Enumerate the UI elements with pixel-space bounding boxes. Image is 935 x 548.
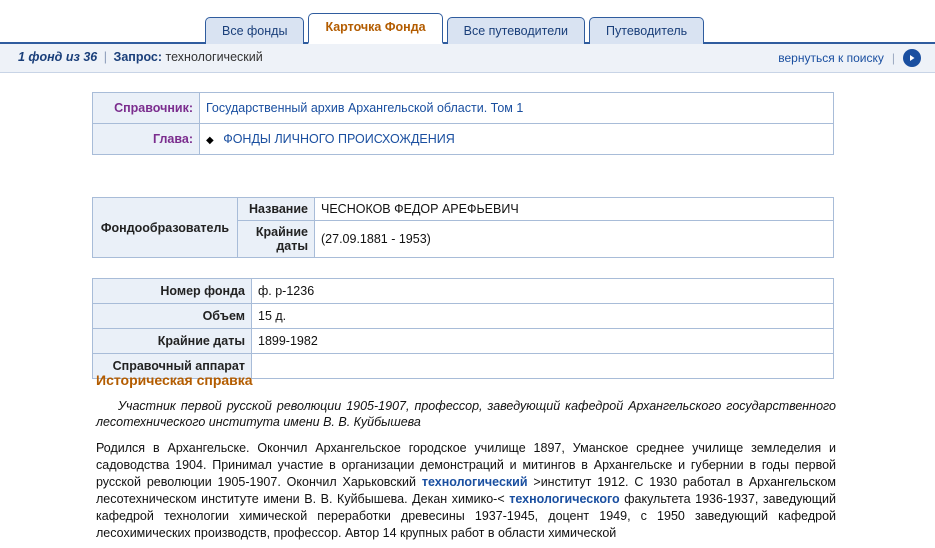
search-summary — [18, 50, 263, 64]
fund-volume-label: Объем — [93, 304, 252, 329]
tab-guide[interactable]: Путеводитель — [589, 17, 704, 44]
result-count: 1 фонд из 36 — [18, 50, 98, 64]
creator-dates-label: Крайние даты — [238, 221, 315, 258]
table-row — [93, 304, 834, 329]
tab-list — [205, 13, 708, 44]
creator-dates-value: (27.09.1881 - 1953) — [315, 221, 834, 258]
fund-dates-value: 1899-1982 — [252, 329, 834, 354]
reference-table — [92, 92, 834, 155]
tab-all-funds[interactable]: Все фонды — [205, 17, 304, 44]
table-row — [93, 124, 834, 155]
table-row — [93, 329, 834, 354]
body-part-2: >институт 1912. С 1930 работал в Архангельском лесотехническом институте имени В. В. Куйбышева. Декан химико-< — [96, 475, 836, 506]
historical-note-intro: Участник первой русской революции 1905-1907, профессор, заведующий кафедрой Архангельского государственного лесотехнического института имени В. В. Куйбышева — [96, 399, 836, 429]
table-row — [93, 279, 834, 304]
diamond-bullet-icon: ◆ — [206, 135, 214, 146]
creator-table — [92, 197, 834, 258]
reference-link[interactable]: Государственный архив Архангельской области. Том 1 — [206, 101, 524, 115]
highlighted-term-1: технологический — [421, 475, 528, 489]
table-row — [93, 198, 834, 221]
fund-number-label: Номер фонда — [93, 279, 252, 304]
query-label: Запрос: — [113, 50, 163, 64]
info-bar — [0, 44, 935, 73]
reference-value-cell — [200, 93, 834, 124]
creator-name-label: Название — [238, 198, 315, 221]
query-value: технологический — [165, 50, 263, 64]
tab-fund-card[interactable]: Карточка Фонда — [308, 13, 442, 44]
chapter-value-cell — [200, 124, 834, 155]
fund-volume-value: 15 д. — [252, 304, 834, 329]
reference-label: Справочник: — [93, 93, 200, 124]
historical-note-title: Историческая справка — [96, 372, 253, 388]
chapter-link[interactable]: ФОНДЫ ЛИЧНОГО ПРОИСХОЖДЕНИЯ — [223, 132, 455, 146]
fund-finding-aid-label: Справочный аппарат — [93, 354, 252, 379]
tab-all-guides[interactable]: Все путеводители — [447, 17, 585, 44]
highlighted-term-2: технологического — [509, 492, 620, 506]
body-part-3: факультета 1936-1937, заведующий кафедрой технологии химической переработки древесины 1937-1945, доцент 1949, с 1950 заведующий кафедрой лесохимических производств, профессор. Автор 14 крупных работ в области химической — [96, 492, 836, 540]
fund-dates-label: Крайние даты — [93, 329, 252, 354]
historical-note-body — [92, 440, 840, 542]
back-to-search-link[interactable]: вернуться к поиску — [778, 51, 884, 65]
fund-number-value: ф. р-1236 — [252, 279, 834, 304]
table-row — [93, 93, 834, 124]
chapter-label: Глава: — [93, 124, 200, 155]
circle-arrow-right-icon[interactable] — [903, 49, 921, 67]
fund-properties-table — [92, 278, 834, 379]
summary-separator: | — [103, 50, 107, 64]
creator-name-value: ЧЕСНОКОВ ФЕДОР АРЕФЬЕВИЧ — [315, 198, 834, 221]
body-part-1: Родился в Архангельске. Окончил Архангельское городское училище 1897, Уманское среднее училище земледелия и садоводства 1904. Принимал участие в организации демонстраций и митингов в Архангельске и губернии в годы первой русской революции 1905-1907. Окончил Харьковский — [96, 441, 836, 489]
creator-group-label: Фондообразователь — [93, 198, 238, 258]
historical-note-section — [92, 372, 840, 542]
tab-bar — [0, 0, 935, 44]
actions-divider: | — [891, 51, 895, 65]
info-bar-actions — [778, 49, 921, 67]
